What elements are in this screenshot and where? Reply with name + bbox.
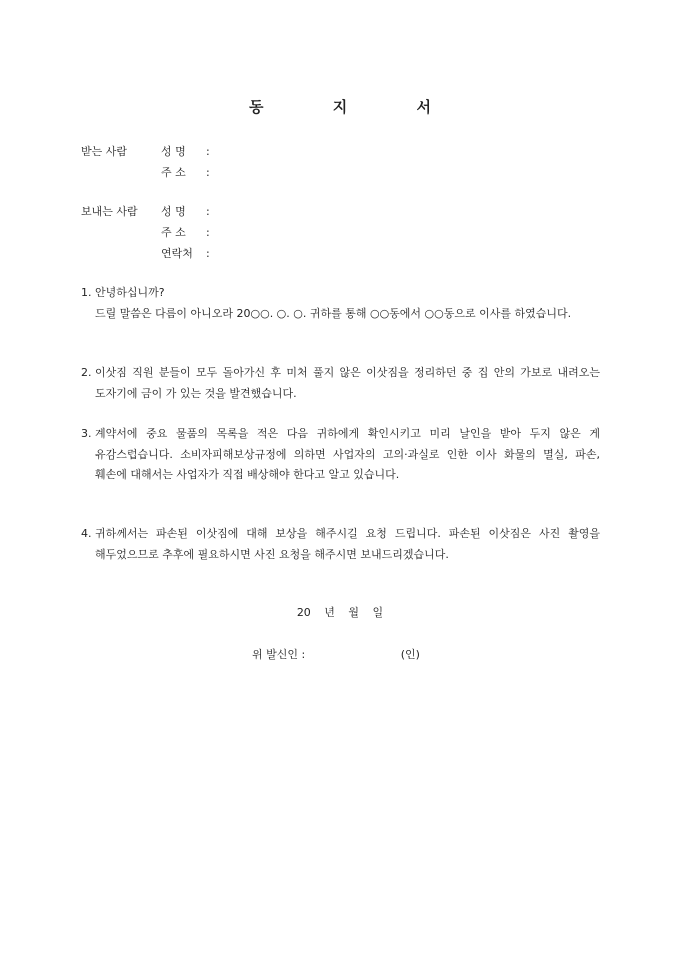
receiver-address-row [81, 162, 601, 183]
paragraph-2 [81, 363, 600, 404]
receiver-name-colon: : [206, 145, 210, 158]
sender-name-label: 성 명 [161, 205, 186, 218]
date-line: 20 년 월 일 [296, 606, 384, 619]
signer-line [252, 646, 420, 662]
sender-address-row [81, 222, 601, 243]
paragraph-number: 4. [81, 527, 92, 540]
paragraph-3 [81, 424, 600, 486]
sender-contact-label: 연락처 [161, 247, 193, 260]
paragraph-number: 2. [81, 366, 92, 379]
receiver-name-label: 성 명 [161, 145, 186, 158]
sender-address-colon: : [206, 226, 210, 239]
seal-mark: (인) [400, 648, 420, 661]
sender-label: 보내는 사람 [81, 205, 138, 218]
signer-label: 위 발신인 : [252, 648, 306, 661]
paragraph-text: 이삿짐 직원 분들이 모두 돌아가신 후 미처 풀지 않은 이삿짐을 정리하던 중 집 안의 가보로 내려오는 도자기에 금이 가 있는 것을 발견했습니다. [95, 366, 600, 400]
receiver-address-label: 주 소 [161, 166, 186, 179]
paragraph-intro: 안녕하십니까? [95, 286, 165, 299]
paragraph-text: 드릴 말씀은 다름이 아니오라 20○○. ○. ○. 귀하를 통해 ○○동에서 ○○동으로 이사를 하였습니다. [95, 306, 572, 320]
paragraph-number: 3. [81, 427, 92, 440]
receiver-name-row [81, 141, 601, 162]
sender-contact-colon: : [206, 247, 210, 260]
sender-name-colon: : [206, 205, 210, 218]
sender-name-row [81, 201, 601, 222]
paragraph-1 [81, 283, 600, 324]
sender-contact-row [81, 243, 601, 264]
paragraph-number: 1. [81, 286, 92, 299]
sender-block [81, 201, 601, 264]
document-title: 동 지 서 [249, 98, 463, 116]
receiver-address-colon: : [206, 166, 210, 179]
receiver-label: 받는 사람 [81, 145, 128, 158]
paragraph-text: 귀하께서는 파손된 이삿짐에 대해 보상을 해주시길 요청 드립니다. 파손된 이삿짐은 사진 촬영을 해두었으므로 추후에 필요하시면 사진 요청을 해주시면 보내드리겠습니다. [95, 527, 600, 561]
sender-address-label: 주 소 [161, 226, 186, 239]
receiver-block [81, 141, 601, 183]
paragraph-4 [81, 524, 600, 565]
paragraph-text: 계약서에 중요 물품의 목록을 적은 다음 귀하에게 확인시키고 미리 날인을 받아 두지 않은 게 유감스럽습니다. 소비자피해보상규정에 의하면 사업자의 고의·과실로 인한 이사 화물의 멸실, 파손, 훼손에 대해서는 사업자가 직접 배상해야 한다고 알고 있습니다. [95, 427, 600, 481]
